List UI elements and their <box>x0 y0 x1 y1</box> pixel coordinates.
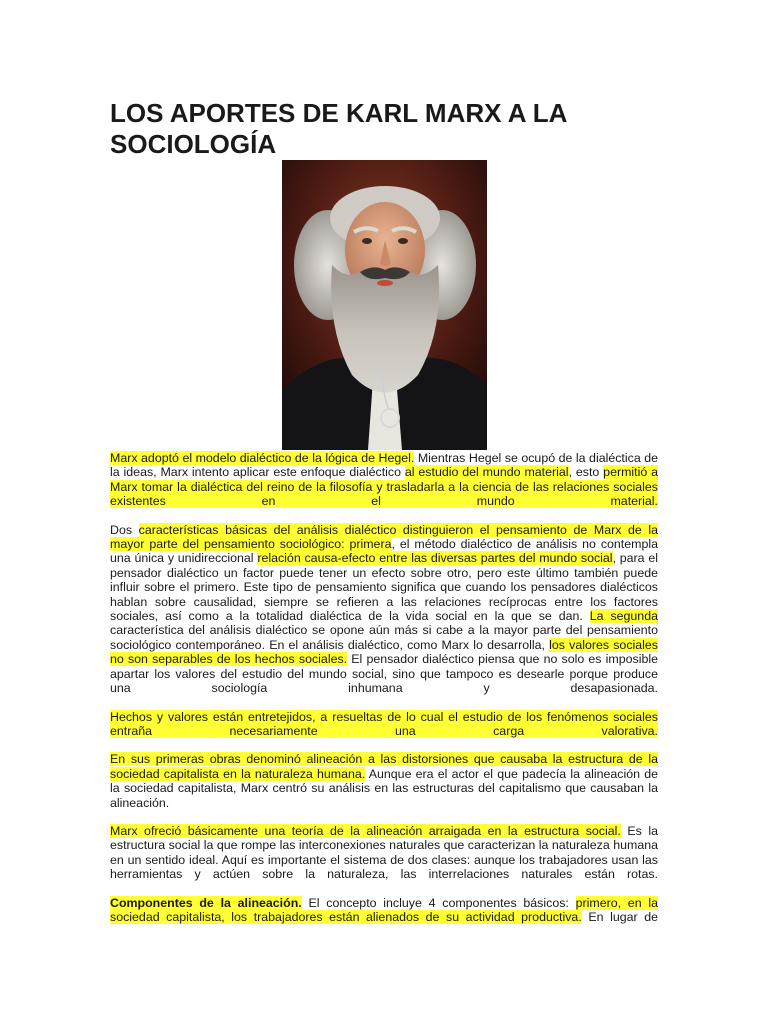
text-run: Mientras Hegel se ocupó de la dialéctica de la ideas, Marx intento aplicar este enfoque dialéctico <box>110 451 658 480</box>
highlighted-text: Marx adoptó el modelo dialéctico de la lógica de Hegel. <box>110 451 415 465</box>
karl-marx-portrait <box>282 160 487 450</box>
highlighted-text: Hechos y valores están entretejidos, a resueltas de lo cual el estudio de los fenómenos sociales entraña necesariamente una carga valorativa. <box>110 709 658 738</box>
text-run: , el método dialéctico de análisis no contempla una única y unidireccional <box>110 537 658 566</box>
highlighted-text: relación causa-efecto entre las diversas partes del mundo social <box>257 551 613 566</box>
highlighted-text: Componentes de la alineación. <box>110 895 302 910</box>
paragraph <box>110 752 658 810</box>
text-run: En lugar de <box>581 909 658 924</box>
highlighted-text: En sus primeras obras denominó alineación a las distorsiones que causaba la estructura de la sociedad capitalista en la naturaleza humana. <box>110 752 658 781</box>
highlighted-text: Marx ofreció básicamente una teoría de la alineación arraigada en la estructura social. <box>110 823 621 838</box>
text-run: Es la estructura social la que rompe las interconexiones naturales que caracterizan la naturaleza humana en un sentido ideal. Aquí es importante el sistema de dos clases: aunque los trabajadores usan las herramientas y actúen sobre la naturaleza, las interrelaciones naturales están rotas. <box>110 823 658 882</box>
text-run: Aunque era el actor el que padecía la alineación de la sociedad capitalista, Marx centró su análisis en las estructuras del capitalismo que causaban la alineación. <box>110 766 658 810</box>
document-title: LOS APORTES DE KARL MARX A LA SOCIOLOGÍA <box>110 98 567 159</box>
highlighted-text: al estudio del mundo material <box>404 465 569 480</box>
text-run: El pensador dialéctico piensa que no solo es imposible apartar los valores del estudio del mundo social, sino que tampoco es desearle porque produce una sociología inhumana y desapasionada. <box>110 652 658 696</box>
highlighted-text: primero, en la sociedad capitalista, los trabajadores están alienados de su actividad productiva. <box>110 895 658 924</box>
paragraph <box>110 896 658 925</box>
highlighted-text: los valores sociales no son separables de los hechos sociales. <box>110 637 658 667</box>
text-run: , esto <box>568 465 604 480</box>
text-run: , para el pensador dialéctico un factor puede tener un efecto sobre otro, pero este último también puede influir sobre el primero. Este tipo de pensamiento significa que cuando los pensadores dialécticos hablan sobre causalidad, siempre se refieren a las relaciones recíprocas entre los factores sociales, así como a la totalidad dialéctica de la vida social en la que se dan. <box>110 551 658 624</box>
paragraph <box>110 710 658 739</box>
highlighted-text: permitió a Marx tomar la dialéctica del reino de la filosofía y trasladarla a la ciencia de las relaciones sociales existentes en el mundo material. <box>110 465 659 509</box>
document-body <box>110 451 658 938</box>
text-run: Dos <box>110 522 139 537</box>
paragraph <box>110 523 658 696</box>
paragraph <box>110 824 658 882</box>
highlighted-text: La segunda <box>589 609 658 624</box>
text-run: característica del análisis dialéctico se opone aún más si cabe a la mayor parte del pensamiento sociológico contemporáneo. En el análisis dialéctico, como Marx lo desarrolla, <box>110 623 658 652</box>
text-run: El concepto incluye 4 componentes básicos: <box>301 895 576 910</box>
highlighted-text: características básicas del análisis dialéctico distinguieron el pensamiento de Marx de la mayor parte del pensamiento sociológico: primera <box>110 522 658 552</box>
paragraph <box>110 451 658 509</box>
